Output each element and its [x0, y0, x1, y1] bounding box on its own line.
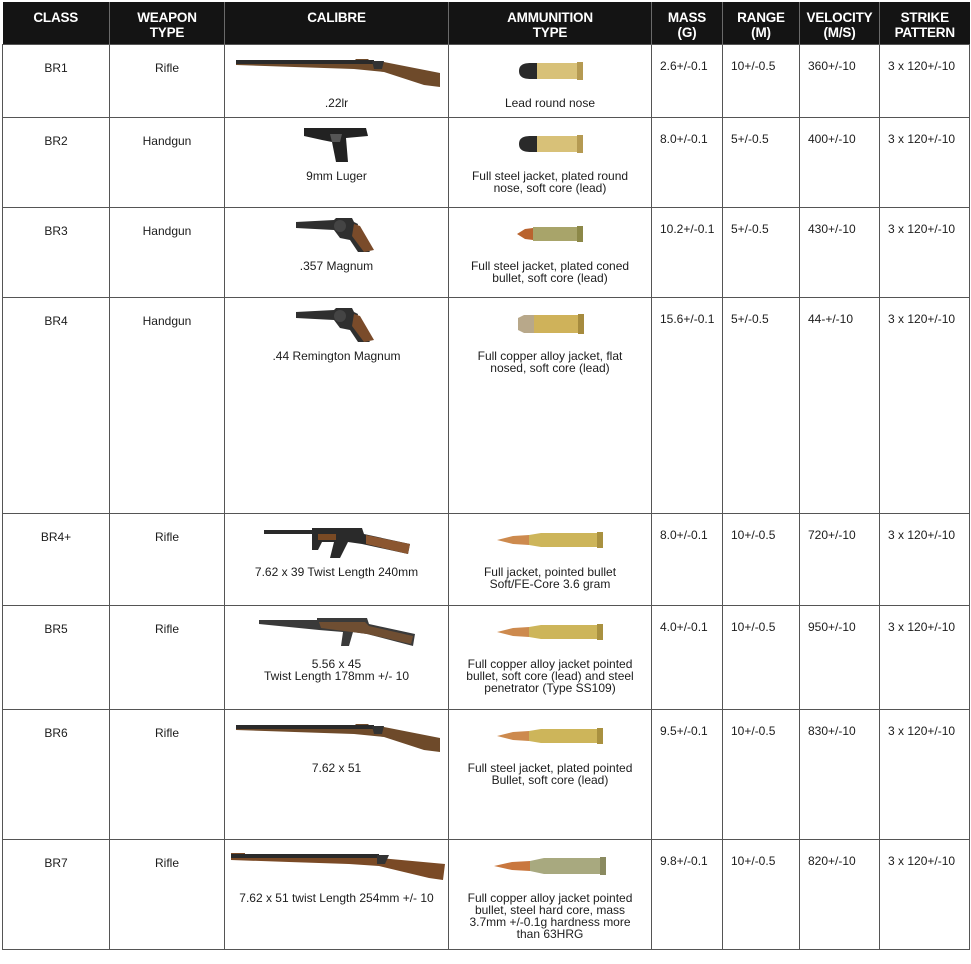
cell-range: 10+/-0.5	[723, 45, 800, 118]
cell-weapon-type: Rifle	[110, 45, 225, 118]
bolt-rifle-icon	[229, 846, 445, 886]
cell-mass: 9.8+/-0.1	[652, 840, 723, 950]
cell-weapon-type: Rifle	[110, 514, 225, 606]
cell-class: BR5	[3, 606, 110, 710]
calibre-text: 7.62 x 51	[311, 761, 362, 775]
cell-strike-pattern: 3 x 120+/-10	[880, 514, 970, 606]
table-row	[3, 514, 970, 606]
table-row	[3, 298, 970, 514]
cell-velocity: 720+/-10	[800, 514, 880, 606]
cell-ammunition-type	[449, 514, 652, 606]
ammunition-text: Full steel jacket, plated round nose, soft core (lead)	[471, 169, 629, 195]
cell-class: BR4+	[3, 514, 110, 606]
pointed-cartridge-icon	[495, 520, 605, 560]
long-pointed-cartridge-icon	[492, 846, 608, 886]
cell-ammunition-type	[449, 208, 652, 298]
pointed-cartridge-icon	[495, 612, 605, 652]
cell-weapon-type: Handgun	[110, 118, 225, 208]
cell-weapon-type: Handgun	[110, 208, 225, 298]
cell-calibre	[225, 298, 449, 514]
col-header-range: RANGE (M)	[723, 2, 800, 45]
cell-class: BR1	[3, 45, 110, 118]
cell-class: BR7	[3, 840, 110, 950]
cell-calibre	[225, 514, 449, 606]
calibre-text: 7.62 x 39 Twist Length 240mm	[254, 565, 419, 579]
revolver-icon	[294, 304, 380, 344]
table-row	[3, 45, 970, 118]
cell-ammunition-type	[449, 710, 652, 840]
cell-class: BR4	[3, 298, 110, 514]
cell-ammunition-type	[449, 840, 652, 950]
cell-strike-pattern: 3 x 120+/-10	[880, 840, 970, 950]
ammunition-text: Full copper alloy jacket pointed bullet, soft core (lead) and steel penetrator (Type SS109)	[466, 657, 634, 695]
revolver-icon	[294, 214, 380, 254]
calibre-text: .22lr	[324, 96, 349, 110]
cell-ammunition-type	[449, 118, 652, 208]
table-row	[3, 606, 970, 710]
cell-range: 5+/-0.5	[723, 298, 800, 514]
cell-weapon-type: Rifle	[110, 606, 225, 710]
cell-calibre	[225, 45, 449, 118]
cell-velocity: 400+/-10	[800, 118, 880, 208]
col-header-velocity: VELOCITY (M/S)	[800, 2, 880, 45]
cell-class: BR2	[3, 118, 110, 208]
col-header-calibre: CALIBRE	[225, 2, 449, 45]
cell-calibre	[225, 118, 449, 208]
round-nose-cartridge-icon	[515, 51, 585, 91]
cell-weapon-type: Handgun	[110, 298, 225, 514]
cell-strike-pattern: 3 x 120+/-10	[880, 606, 970, 710]
ballistic-resistance-table	[2, 2, 970, 950]
carbine-icon	[257, 612, 417, 652]
calibre-text: 7.62 x 51 twist Length 254mm +/- 10	[239, 891, 434, 905]
pistol-icon	[302, 124, 372, 164]
coned-cartridge-icon	[515, 214, 585, 254]
cell-calibre	[225, 840, 449, 950]
header-row	[3, 2, 970, 45]
table-row	[3, 118, 970, 208]
cell-ammunition-type	[449, 298, 652, 514]
cell-class: BR6	[3, 710, 110, 840]
table-row	[3, 840, 970, 950]
cell-velocity: 430+/-10	[800, 208, 880, 298]
col-header-ammunition-type: AMMUNITION TYPE	[449, 2, 652, 45]
cell-mass: 15.6+/-0.1	[652, 298, 723, 514]
cell-range: 10+/-0.5	[723, 606, 800, 710]
cell-mass: 8.0+/-0.1	[652, 118, 723, 208]
table-body	[3, 45, 970, 950]
col-header-mass: MASS (G)	[652, 2, 723, 45]
rifle-icon	[234, 716, 440, 756]
table-row	[3, 710, 970, 840]
ammunition-text: Full copper alloy jacket, flat nosed, soft core (lead)	[477, 349, 623, 375]
cell-velocity: 830+/-10	[800, 710, 880, 840]
cell-velocity: 950+/-10	[800, 606, 880, 710]
cell-calibre	[225, 208, 449, 298]
cell-mass: 2.6+/-0.1	[652, 45, 723, 118]
ammunition-text: Full jacket, pointed bullet Soft/FE-Core 3.6 gram	[483, 565, 617, 591]
cell-strike-pattern: 3 x 120+/-10	[880, 208, 970, 298]
ammunition-text: Lead round nose	[504, 96, 596, 110]
cell-strike-pattern: 3 x 120+/-10	[880, 118, 970, 208]
cell-weapon-type: Rifle	[110, 710, 225, 840]
cell-ammunition-type	[449, 606, 652, 710]
col-header-strike-pattern: STRIKE PATTERN	[880, 2, 970, 45]
table-row	[3, 208, 970, 298]
calibre-text: .357 Magnum	[299, 259, 374, 273]
col-header-weapon-type: WEAPON TYPE	[110, 2, 225, 45]
cell-velocity: 360+/-10	[800, 45, 880, 118]
calibre-text: .44 Remington Magnum	[272, 349, 401, 363]
cell-class: BR3	[3, 208, 110, 298]
rifle-icon	[234, 51, 440, 91]
cell-range: 10+/-0.5	[723, 840, 800, 950]
cell-range: 5+/-0.5	[723, 208, 800, 298]
cell-mass: 10.2+/-0.1	[652, 208, 723, 298]
pointed-cartridge-icon	[495, 716, 605, 756]
cell-ammunition-type	[449, 45, 652, 118]
cell-range: 5+/-0.5	[723, 118, 800, 208]
round-nose-cartridge-icon	[515, 124, 585, 164]
cell-velocity: 820+/-10	[800, 840, 880, 950]
ammunition-text: Full steel jacket, plated coned bullet, soft core (lead)	[470, 259, 630, 285]
flat-nose-cartridge-icon	[514, 304, 586, 344]
cell-calibre	[225, 710, 449, 840]
calibre-text: 5.56 x 45 Twist Length 178mm +/- 10	[263, 657, 410, 683]
ammunition-text: Full copper alloy jacket pointed bullet, steel hard core, mass 3.7mm +/-0.1g hardness more than 63HRG	[467, 891, 633, 941]
cell-calibre	[225, 606, 449, 710]
cell-mass: 9.5+/-0.1	[652, 710, 723, 840]
cell-velocity: 44-+/-10	[800, 298, 880, 514]
ammunition-text: Full steel jacket, plated pointed Bullet, soft core (lead)	[467, 761, 633, 787]
col-header-class: CLASS	[3, 2, 110, 45]
cell-mass: 4.0+/-0.1	[652, 606, 723, 710]
cell-range: 10+/-0.5	[723, 710, 800, 840]
assault-rifle-icon	[262, 520, 412, 560]
calibre-text: 9mm Luger	[306, 169, 367, 183]
cell-range: 10+/-0.5	[723, 514, 800, 606]
cell-strike-pattern: 3 x 120+/-10	[880, 298, 970, 514]
cell-mass: 8.0+/-0.1	[652, 514, 723, 606]
cell-weapon-type: Rifle	[110, 840, 225, 950]
cell-strike-pattern: 3 x 120+/-10	[880, 45, 970, 118]
cell-strike-pattern: 3 x 120+/-10	[880, 710, 970, 840]
